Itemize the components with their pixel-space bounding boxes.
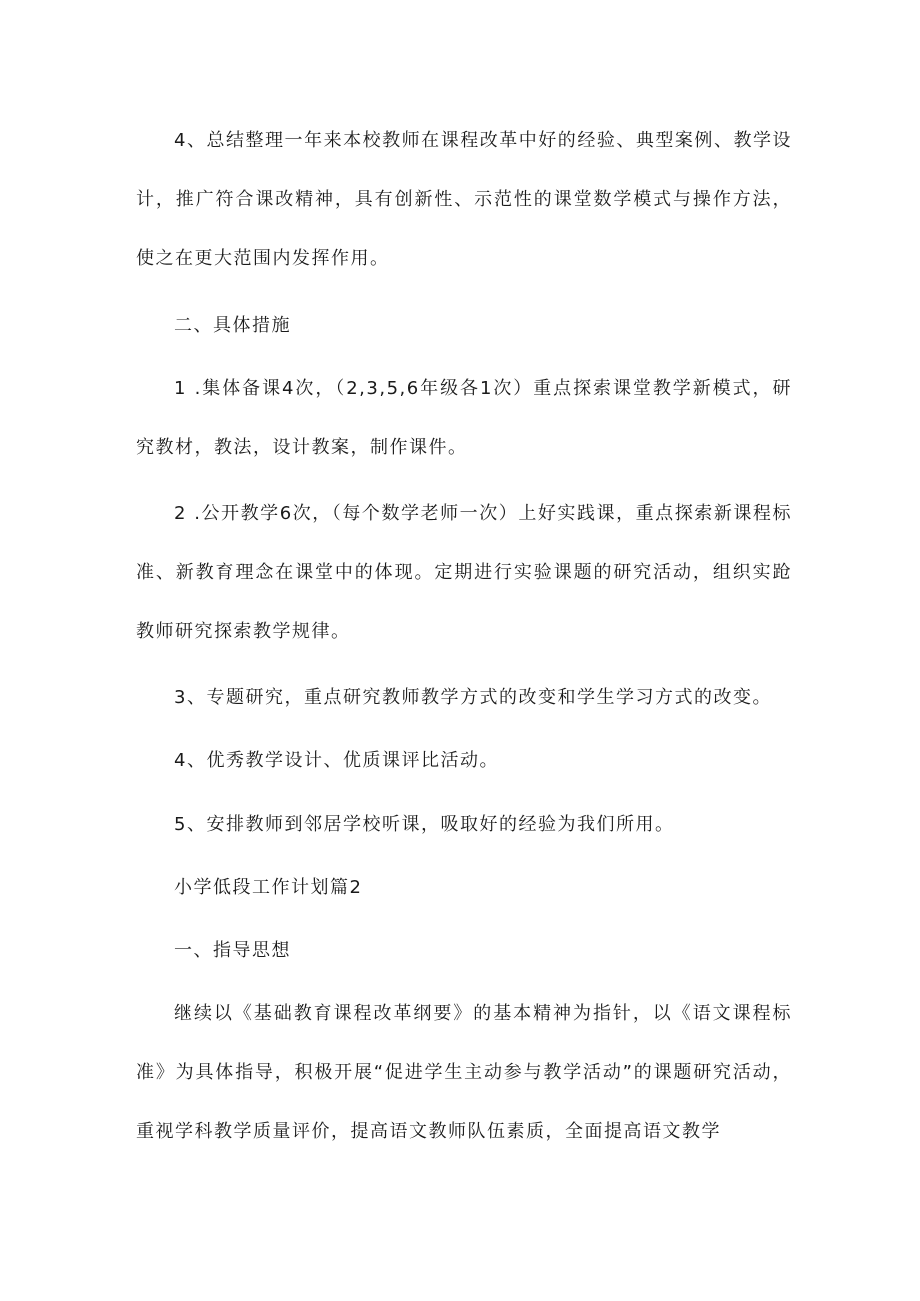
paragraph-guiding-ideology: 继续以《基础教育课程改革纲要》的基本精神为指针，以《语文课程标准》为具体指导，积极开展“促进学生主动参与教学活动”的课题研究活动，重视学科教学质量评价，提高语文教师队伍素质，全面提高语文教学 (136, 1003, 792, 1142)
paragraph-public-teaching: 2 .公开教学6次，（每个数学老师一次）上好实践课，重点探索新课程标准、新教育理念在课堂中的体现。定期进行实验课题的研究活动，组织实跄教师研究探索教学规律。 (136, 503, 792, 642)
heading-plan-part-2: 小学低段工作计划篇2 (174, 877, 363, 898)
paragraph-design-competition: 4、优秀教学设计、优质课评比活动。 (174, 750, 499, 771)
heading-guiding-ideology: 一、指导思想 (174, 940, 291, 961)
paragraph-topic-research: 3、专题研究，重点研究教师教学方式的改变和学生学习方式的改变。 (174, 687, 772, 708)
paragraph-summary: 4、总结整理一年来本校教师在课程改革中好的经验、典型案例、教学设计，推广符合课改精神，具有创新性、示范性的课堂数学模式与操作方法，使之在更大范围内发挥作用。 (136, 130, 792, 269)
heading-specific-measures: 二、具体措施 (174, 315, 291, 336)
paragraph-lesson-visit: 5、安排教师到邻居学校听课，吸取好的经验为我们所用。 (174, 814, 675, 835)
paragraph-group-lesson-prep: 1 .集体备课4次，（2,3,5,6年级各1次）重点探索课堂教学新模式，研究教材，教法，设计教案，制作课件。 (136, 378, 792, 458)
